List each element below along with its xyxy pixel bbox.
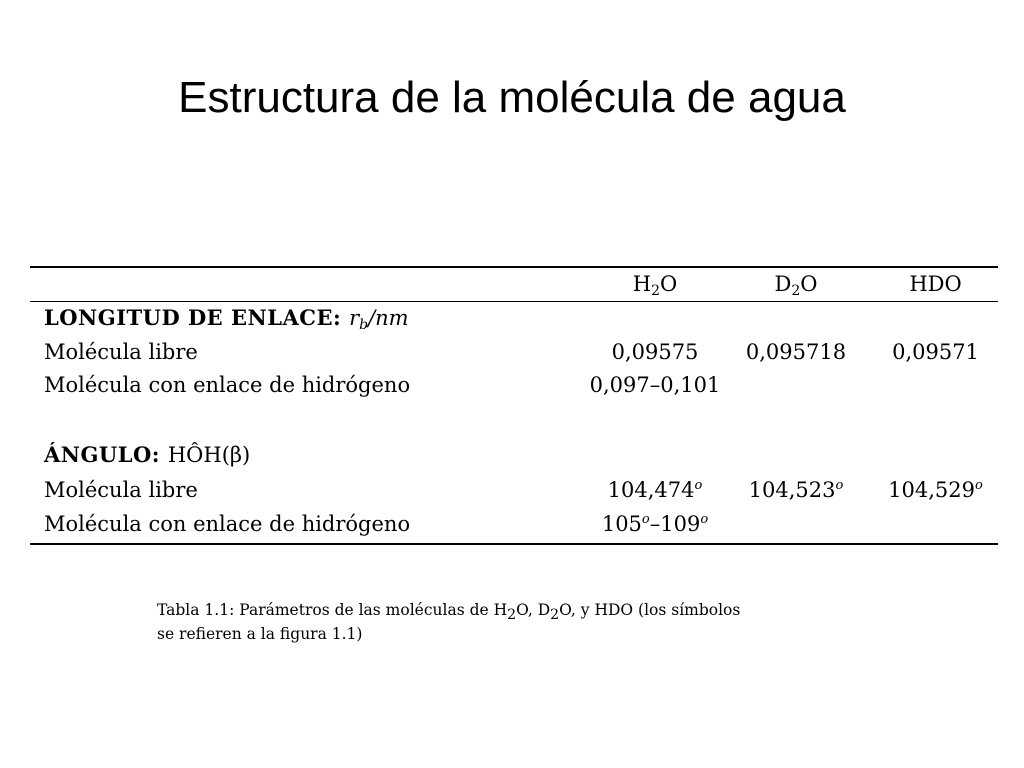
angle-row-hbond-label: Molécula con enlace de hidrógeno — [44, 512, 411, 536]
angle-row-free-d2o: 104,523$^o$ — [748, 478, 844, 502]
bond-row-hbond-label: Molécula con enlace de hidrógeno — [44, 373, 411, 397]
header-h2o: $H_2O$ — [632, 272, 678, 299]
bond-row-hbond-h2o: 0,097–0,101 — [589, 373, 721, 397]
bond-row-free-d2o: 0,095718 — [745, 340, 847, 364]
angle-label: ÁNGULO: — [44, 442, 161, 467]
bond-length-label: LONGITUD DE ENLACE: — [44, 305, 342, 330]
table-caption — [157, 598, 837, 646]
angle-section-heading — [44, 441, 250, 469]
header-hdo: HDO — [909, 272, 962, 296]
caption-line-1: Tabla 1.1: Parámetros de las moléculas de $H_2O$, $D_2O$, y HDO (los símbolos — [157, 601, 741, 623]
bond-length-section-heading — [44, 304, 409, 332]
bond-row-free-label: Molécula libre — [44, 340, 198, 364]
table-top-rule — [30, 266, 998, 268]
bond-length-symbol: $r_b/nm$ — [349, 306, 409, 333]
angle-row-hbond-h2o: 105$^o$–109$^o$ — [601, 512, 709, 536]
angle-row-free-label: Molécula libre — [44, 478, 198, 502]
slide-title: Estructura de la molécula de agua — [178, 73, 846, 122]
angle-symbol: HÔH(β) — [167, 443, 251, 467]
parameters-table — [30, 266, 998, 546]
angle-row-free-h2o: 104,474$^o$ — [607, 478, 703, 502]
bond-row-free-hdo: 0,09571 — [892, 340, 979, 364]
header-d2o: $D_2O$ — [774, 272, 818, 299]
angle-row-free-hdo: 104,529$^o$ — [888, 478, 983, 502]
bond-row-free-h2o: 0,09575 — [611, 340, 699, 364]
table-bottom-rule — [30, 543, 998, 545]
caption-line-2: se refieren a la figura 1.1) — [157, 625, 363, 643]
table-header-rule — [30, 301, 998, 302]
